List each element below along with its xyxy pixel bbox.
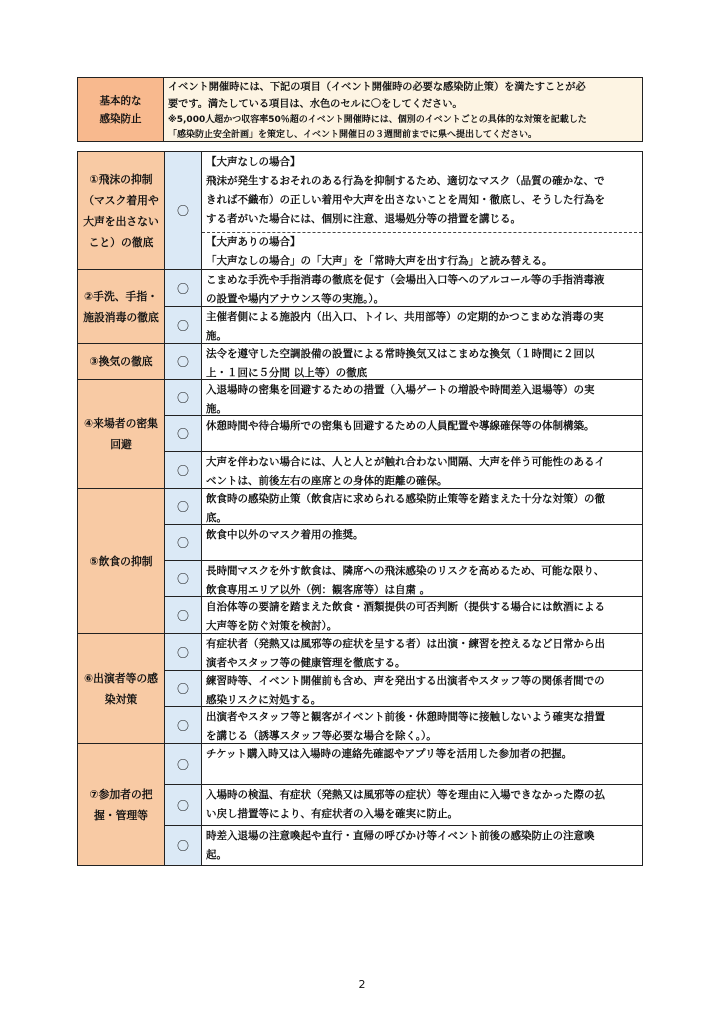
item-line: 「大声なしの場合」の「大声」を「常時大声を出す行為」と読み替える。 [206, 255, 553, 267]
item-line: 大声等を防ぐ対策を検討）。 [206, 620, 338, 632]
checkbox-cell[interactable] [165, 452, 202, 489]
item-text [202, 307, 643, 344]
item-line: 練習時等、イベント開催前も含め、声を発出する出演者やスタッフ等の関係者間での [206, 675, 605, 687]
item-line: 休憩時間や待合場所での密集も回避するための人員配置や導線確保等の体制構築。 [206, 420, 595, 432]
checkbox-cell[interactable] [165, 307, 202, 344]
item-line: 【大声なしの場合】 [206, 156, 301, 168]
checkbox-cell[interactable] [165, 151, 202, 270]
section-label: ⑦参加者の把 握・管理等 [77, 744, 165, 866]
circle-mark: 〇 [176, 318, 189, 333]
circle-mark: 〇 [176, 798, 189, 813]
item-line: 飲食時の感染防止策（飲食店に求められる感染防止策等を踏まえた十分な対策）の徹 [206, 493, 605, 505]
item-text [202, 525, 643, 561]
page-number: 2 [358, 978, 366, 991]
item-text [202, 561, 643, 597]
item-line: 施。 [206, 330, 227, 342]
checkbox-cell[interactable] [165, 489, 202, 525]
header-notice-line: ※5,000人超かつ収容率50％超のイベント開催時には、個別のイベントごとの具体的な対策を記載した [168, 115, 587, 125]
item-text [202, 785, 643, 826]
circle-mark: 〇 [176, 427, 189, 441]
item-text [202, 744, 643, 785]
item-line: 施。 [206, 403, 227, 415]
circle-mark: 〇 [176, 608, 189, 623]
item-text [202, 489, 643, 525]
item-text [202, 452, 643, 489]
item-text [202, 826, 643, 866]
checkbox-cell[interactable] [165, 671, 202, 707]
checkbox-cell[interactable] [165, 380, 202, 416]
item-text [202, 344, 643, 380]
circle-mark: 〇 [176, 281, 189, 296]
circle-mark: 〇 [176, 355, 189, 369]
checkbox-cell[interactable] [165, 634, 202, 671]
item-text [202, 634, 643, 671]
item-line: 飲食専用エリア以外（例：観客席等）は自粛 。 [206, 584, 431, 596]
checkbox-cell[interactable] [165, 270, 202, 307]
item-line: こまめな手洗や手指消毒の徹底を促す（会場出入口等へのアルコール等の手指消毒液 [206, 274, 605, 286]
section-label: ④来場者の密集 回避 [77, 380, 165, 489]
item-line: 自治体等の要請を踏まえた飲食・酒類提供の可否判断（提供する場合には飲酒による [206, 601, 605, 613]
item-line: 長時間マスクを外す飲食は、隣席への飛沫感染のリスクを高めるため、可能な限り、 [206, 565, 605, 577]
item-line: 有症状者（発熱又は風邪等の症状を呈する者）は出演・練習を控えるなど日常から出 [206, 638, 605, 650]
circle-mark: 〇 [176, 839, 189, 853]
checkbox-cell[interactable] [165, 344, 202, 380]
header-notice-line: イベント開催時には、下記の項目（イベント開催時の必要な感染防止策）を満たすことが必 [168, 82, 586, 93]
item-line: の設置や場内アナウンス等の実施。）。 [206, 293, 385, 305]
circle-mark: 〇 [176, 204, 189, 218]
section-label: ⑥出演者等の感 染対策 [77, 634, 165, 744]
item-line: 入場時の検温、有症状（発熱又は風邪等の症状）等を理由に入場できなかった際の払 [206, 789, 605, 801]
checkbox-cell[interactable] [165, 416, 202, 452]
item-line: 出演者やスタッフ等と観客がイベント前後・休憩時間等に接触しないよう確実な措置 [206, 711, 605, 723]
item-line: ベントは、前後左右の座席との身体的距離の確保。 [206, 475, 448, 487]
checkbox-cell[interactable] [165, 525, 202, 561]
item-line: 【大声ありの場合】 [206, 236, 301, 248]
section-label: ①飛沫の抑制 （マスク着用や 大声を出さない こと）の徹底 [77, 151, 165, 270]
item-line: 飲食中以外のマスク着用の推奨。 [206, 529, 364, 541]
item-line: する者がいた場合には、個別に注意、退場処分等の措置を講じる。 [206, 213, 521, 225]
item-line: きれば不織布）の正しい着用や大声を出さないことを周知・徹底し、そうした行為を [206, 194, 605, 206]
circle-mark: 〇 [176, 645, 189, 660]
item-text [202, 151, 643, 270]
item-text [202, 597, 643, 634]
checkbox-cell[interactable] [165, 785, 202, 826]
checkbox-cell[interactable] [165, 707, 202, 744]
item-line: い戻し措置等により、有症状者の入場を確実に防止。 [206, 808, 458, 820]
item-line: 演者やスタッフ等の健康管理を徹底する。 [206, 657, 406, 669]
item-subblock [206, 233, 553, 271]
header-notice-line: 「感染防止安全計画」を策定し、イベント開催日の３週間前までに県へ提出してください。 [168, 130, 538, 140]
item-line: 法令を遵守した空調設備の設置による常時換気又はこまめな換気（１時間に２回以 [206, 348, 595, 360]
checkbox-cell[interactable] [165, 744, 202, 785]
item-line: 上・１回に５分間 以上等）の徹底 [206, 367, 368, 379]
item-text [202, 416, 643, 452]
circle-mark: 〇 [176, 757, 189, 772]
header-notice [164, 77, 643, 142]
section-label: ⑤飲食の抑制 [77, 489, 165, 634]
circle-mark: 〇 [176, 500, 189, 514]
checkbox-cell[interactable] [165, 826, 202, 866]
item-text [202, 380, 643, 416]
item-line: 起。 [206, 849, 227, 861]
item-text [202, 270, 643, 307]
item-line: 主催者側による施設内（出入口、トイレ、共用部等）の定期的かつこまめな消毒の実 [206, 311, 604, 323]
checkbox-cell[interactable] [165, 597, 202, 634]
item-line: チケット購入時又は入場時の連絡先確認やアプリ等を活用した参加者の把握。 [206, 748, 573, 760]
header-notice-line: 要です。満たしている項目は、水色のセルに〇をしてください。 [168, 99, 463, 110]
circle-mark: 〇 [176, 463, 189, 478]
section-label: ③換気の徹底 [77, 344, 165, 380]
section-label: ②手洗、手指・ 施設消毒の徹底 [77, 270, 165, 344]
item-text [202, 671, 643, 707]
item-line: 底。 [206, 512, 227, 524]
item-line: 時差入退場の注意喚起や直行・直帰の呼びかけ等イベント前後の感染防止の注意喚 [206, 830, 595, 842]
item-text [202, 707, 643, 744]
header-label: 基本的な 感染防止 [77, 77, 164, 142]
item-line: 大声を伴わない場合には、人と人とが触れ合わない間隔、大声を伴う可能性のあるイ [206, 456, 605, 468]
item-line: を講じる（誘導スタッフ等必要な場合を除く。）。 [206, 730, 437, 742]
item-line: 飛沫が発生するおそれのある行為を抑制するため、適切なマスク（品質の確かな、で [206, 175, 605, 187]
circle-mark: 〇 [176, 682, 189, 696]
checkbox-cell[interactable] [165, 561, 202, 597]
item-line: 入退場時の密集を回避するための措置（入場ゲートの増設や時間差入退場等）の実 [206, 384, 595, 396]
circle-mark: 〇 [176, 718, 189, 733]
circle-mark: 〇 [176, 391, 189, 405]
circle-mark: 〇 [176, 536, 189, 550]
circle-mark: 〇 [176, 572, 189, 586]
item-line: 感染リスクに対処する。 [206, 694, 322, 706]
